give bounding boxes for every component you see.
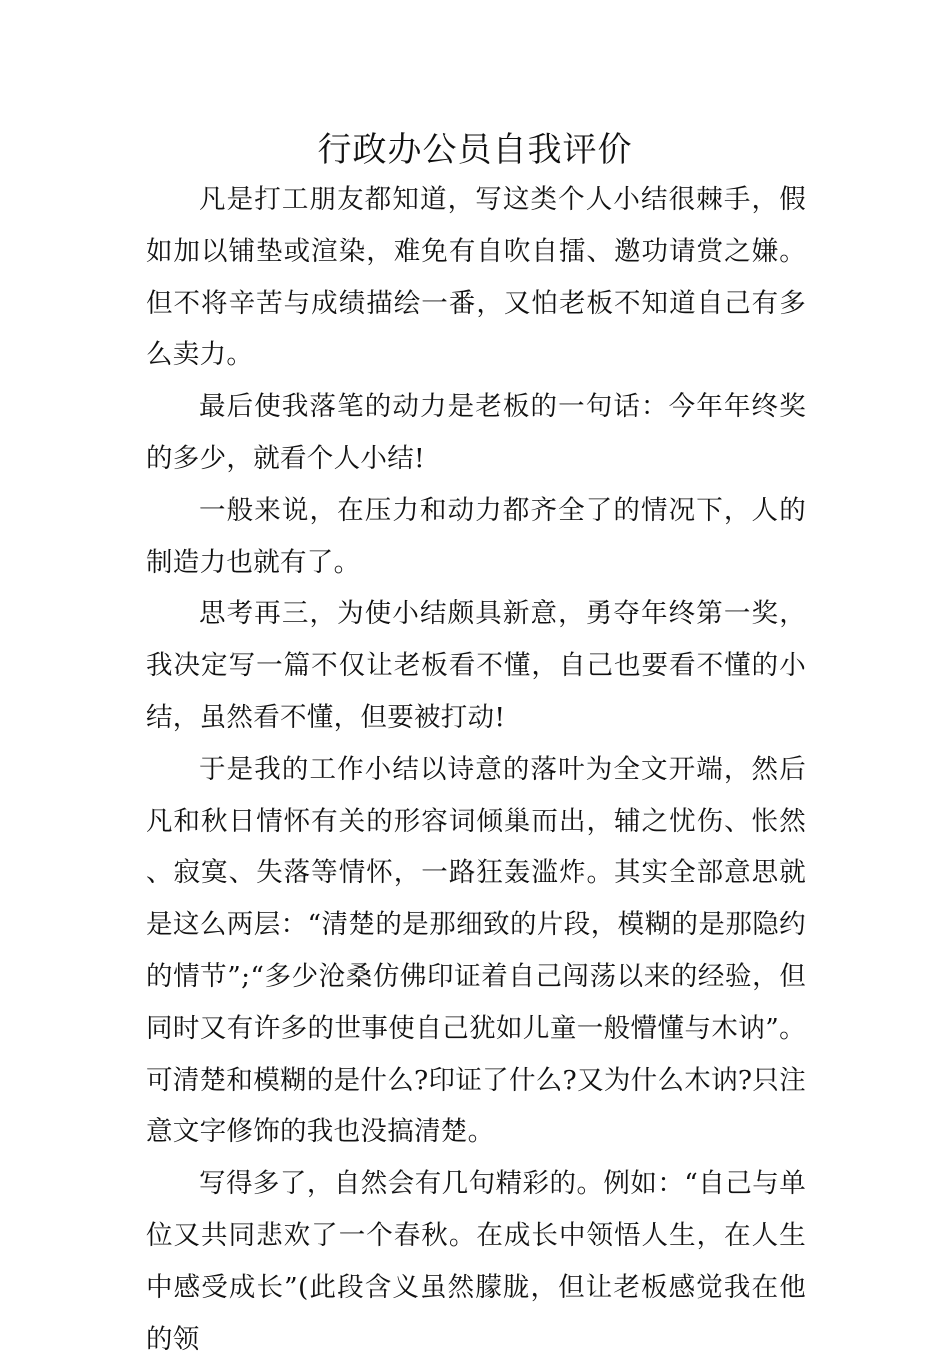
paragraph-1: 凡是打工朋友都知道，写这类个人小结很棘手，假如加以铺垫或渲染，难免有自吹自擂、邀功请赏之嫌。但不将辛苦与成绩描绘一番，又怕老板不知道自己有多么卖力。 (146, 184, 806, 371)
paragraph-2: 最后使我落笔的动力是老板的一句话：今年年终奖的多少，就看个人小结! (146, 391, 806, 474)
paragraph-3: 一般来说，在压力和动力都齐全了的情况下，人的制造力也就有了。 (146, 494, 806, 578)
paragraph-5: 于是我的工作小结以诗意的落叶为全文开端，然后凡和秋日情怀有关的形容词倾巢而出，辅之忧伤、怅然、寂寞、失落等情怀，一路狂轰滥炸。其实全部意思就是这么两层：“清楚的是那细致的片段，模糊的是那隐约的情节”;“多少沧桑仿佛印证着自己闯荡以来的经验，但同时又有许多的世事使自己犹如儿童一般懵懂与木讷”。可清楚和模糊的是什么?印证了什么?又为什么木讷?只注意文字修饰的我也没搞清楚。 (146, 753, 806, 1148)
paragraph-4: 思考再三，为使小结颇具新意，勇夺年终第一奖，我决定写一篇不仅让老板看不懂，自己也要看不懂的小结，虽然看不懂，但要被打动! (146, 598, 806, 733)
document-body (146, 174, 806, 1365)
paragraph-6: 写得多了，自然会有几句精彩的。例如：“自己与单位又共同悲欢了一个春秋。在成长中领悟人生，在人生中感受成长”(此段含义虽然朦胧，但让老板感觉我在他的领 (146, 1168, 806, 1355)
document-title: 行政办公员自我评价 (317, 130, 633, 170)
